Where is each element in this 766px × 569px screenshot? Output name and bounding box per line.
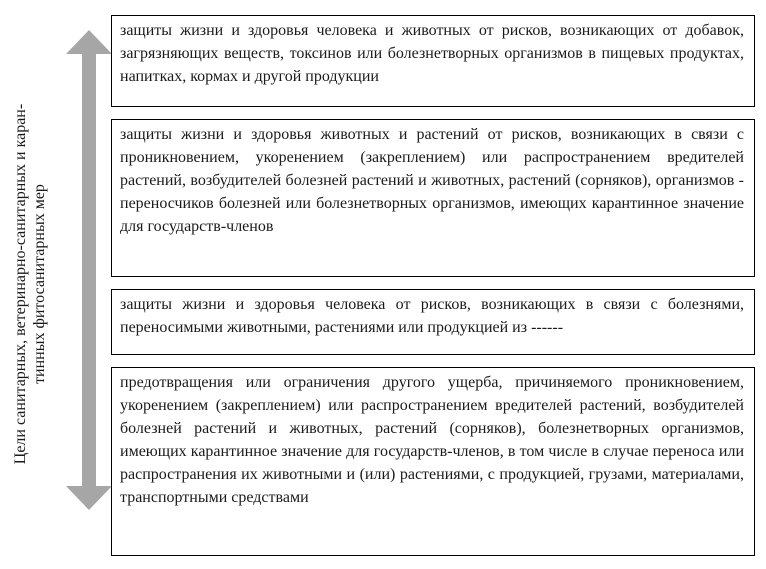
goal-box-1 (111, 15, 755, 107)
goal-box-4-text: предотвращения или ограничения другого ущерба, причиняемого проникновением, укоренением (закреплением) или распространением вредителей растений, возбудителей болезней растений и животных, растений (сорняков), болезнетворных организмов, имеющих карантинное значение для государств-членов, в том числе в случае переноса или распространения их животными и (или) растениями, с продукцией, грузами, материалами, транспортными средствами (120, 374, 744, 506)
goals-side-label (0, 0, 60, 569)
side-label-line-1: Цели санитарных, ветеринарно-санитарных и каран- (12, 103, 29, 465)
side-label-line-2: тинных фитосанитарных мер (31, 184, 48, 384)
goal-box-1-text: защиты жизни и здоровья человека и животных от рисков, возникающих от добавок, загрязняющих веществ, токсинов или болезнетворных организмов в пищевых продуктах, напитках, кормах и другой продукции (120, 22, 744, 85)
double-headed-arrow-icon (66, 30, 112, 510)
goal-box-4 (111, 367, 755, 556)
goal-box-2-text: защиты жизни и здоровья животных и растений от рисков, возникающих в связи с проникновением, укоренением (закреплением) или распространением вредителей растений, возбудителей болезней растений и животных, растений (сорняков), организмов - переносчиков болезней или болезнетворных организмов, имеющих карантинное значение для государств-членов (120, 126, 744, 235)
goal-box-3 (111, 289, 755, 355)
double-headed-arrow-shape (66, 30, 112, 510)
goal-box-2 (111, 119, 755, 277)
goal-box-3-text: защиты жизни и здоровья человека от рисков, возникающих в связи с болезнями, переносимыми животными, растениями или продукцией из ------ (120, 296, 744, 336)
goals-side-label-text (11, 24, 49, 544)
